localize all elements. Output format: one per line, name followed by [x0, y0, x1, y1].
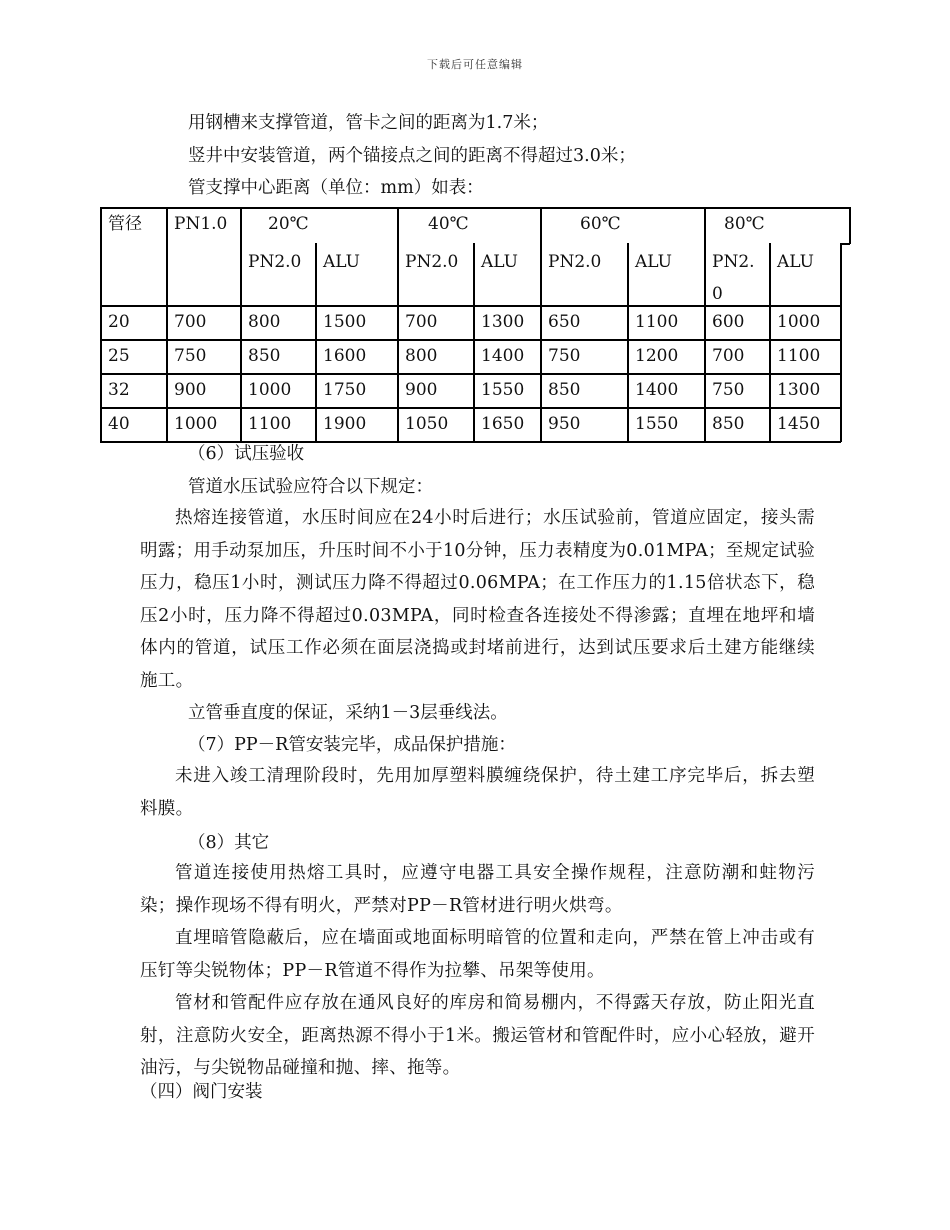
- th-alu: ALU: [777, 252, 814, 272]
- table-cell: 1100: [248, 414, 292, 434]
- table-cell: 25: [108, 346, 130, 366]
- th-diameter: 管径: [108, 214, 142, 234]
- table-cell: 1750: [323, 380, 367, 400]
- table-cell: 950: [548, 414, 581, 434]
- table-cell: 800: [405, 346, 438, 366]
- text-line-3: 管支撑中心距离（单位：mm）如表：: [188, 178, 484, 198]
- table-cell: 1000: [777, 312, 821, 332]
- table-cell: 32: [108, 380, 130, 400]
- section-6-intro: 管道水压试验应符合以下规定：: [188, 477, 433, 497]
- table-cell: 600: [712, 312, 745, 332]
- th-pn20: PN2.0: [248, 252, 302, 272]
- table-cell: 850: [548, 380, 581, 400]
- section-6-title: （6）试压验收: [188, 444, 305, 464]
- section-7-title: （7）PP－R管安装完毕，成品保护措施：: [188, 735, 516, 755]
- table-cell: 700: [712, 346, 745, 366]
- table-cell: 1900: [323, 414, 367, 434]
- table-cell: 1000: [248, 380, 292, 400]
- th-20c: 20℃: [268, 214, 309, 234]
- table-cell: 1450: [777, 414, 821, 434]
- table-cell: 650: [548, 312, 581, 332]
- th-80c: 80℃: [724, 214, 765, 234]
- text-line-1: 用钢槽来支撑管道，管卡之间的距离为1.7米；: [188, 113, 549, 133]
- table-cell: 900: [174, 380, 207, 400]
- table-cell: 1100: [777, 346, 821, 366]
- table-cell: 1300: [777, 380, 821, 400]
- page-header: 下载后可任意编辑: [427, 58, 523, 71]
- table-cell: 850: [248, 346, 281, 366]
- table-cell: 900: [405, 380, 438, 400]
- section-8-paragraph-2: 直埋暗管隐蔽后，应在墙面或地面标明暗管的位置和走向，严禁在管上冲击或有压钉等尖锐物体；PP－R管道不得作为拉攀、吊架等使用。: [140, 928, 815, 981]
- table-cell: 1400: [481, 346, 525, 366]
- table-cell: 800: [248, 312, 281, 332]
- section-6-paragraph: 热熔连接管道，水压时间应在24小时后进行；水压试验前，管道应固定，接头需明露；用手动泵加压，升压时间不小于10分钟，压力表精度为0.01MPA；至规定试验压力，稳压1小时，测试压力降不得超过0.06MPA；在工作压力的1.15倍状态下，稳压2小时，压力降不得超过0.03MPA，同时检查各连接处不得渗露；直埋在地坪和墙体内的管道，试压工作必须在面层浇捣或封堵前进行，达到试压要求后土建方能继续施工。: [140, 508, 815, 691]
- table-cell: 750: [712, 380, 745, 400]
- table-cell: 1200: [635, 346, 679, 366]
- section-6-vertical: 立管垂直度的保证，采纳1－3层垂线法。: [188, 703, 508, 723]
- table-cell: 750: [174, 346, 207, 366]
- table-cell: 750: [548, 346, 581, 366]
- table-cell: 1050: [405, 414, 449, 434]
- table-cell: 700: [174, 312, 207, 332]
- section-8-paragraph-3: 管材和管配件应存放在通风良好的库房和简易棚内，不得露天存放，防止阳光直射，注意防火安全，距离热源不得小于1米。搬运管材和管配件时，应小心轻放，避开油污，与尖锐物品碰撞和抛、摔、拖等。: [140, 993, 815, 1078]
- section-7-paragraph: 未进入竣工清理阶段时，先用加厚塑料膜缠绕保护，待土建工序完毕后，拆去塑料膜。: [140, 766, 815, 819]
- table-cell: 1600: [323, 346, 367, 366]
- th-alu: ALU: [635, 252, 672, 272]
- th-pn20: PN2.0: [405, 252, 459, 272]
- table-cell: 40: [108, 414, 130, 434]
- th-pn10: PN1.0: [174, 214, 228, 234]
- table-cell: 1550: [481, 380, 525, 400]
- table-cell: 1100: [635, 312, 679, 332]
- section-8-paragraph-1: 管道连接使用热熔工具时，应遵守电器工具安全操作规程，注意防潮和蛀物污染；操作现场不得有明火，严禁对PP－R管材进行明火烘弯。: [140, 863, 815, 916]
- section-8-title: （8）其它: [188, 833, 270, 853]
- th-pn20-part1: PN2.: [712, 252, 755, 272]
- table-cell: 850: [712, 414, 745, 434]
- th-40c: 40℃: [428, 214, 469, 234]
- th-60c: 60℃: [580, 214, 621, 234]
- text-line-2: 竖井中安装管道，两个锚接点之间的距离不得超过3.0米；: [188, 146, 636, 166]
- th-alu: ALU: [481, 252, 518, 272]
- table-cell: 1650: [481, 414, 525, 434]
- table-cell: 1400: [635, 380, 679, 400]
- table-cell: 1300: [481, 312, 525, 332]
- section-4-title: （四）阀门安装: [140, 1082, 263, 1102]
- table-cell: 1550: [635, 414, 679, 434]
- table-cell: 1500: [323, 312, 367, 332]
- table-cell: 700: [405, 312, 438, 332]
- th-alu: ALU: [323, 252, 360, 272]
- th-pn20-part2: 0: [712, 284, 723, 304]
- table-cell: 20: [108, 312, 130, 332]
- th-pn20: PN2.0: [548, 252, 602, 272]
- table-cell: 1000: [174, 414, 218, 434]
